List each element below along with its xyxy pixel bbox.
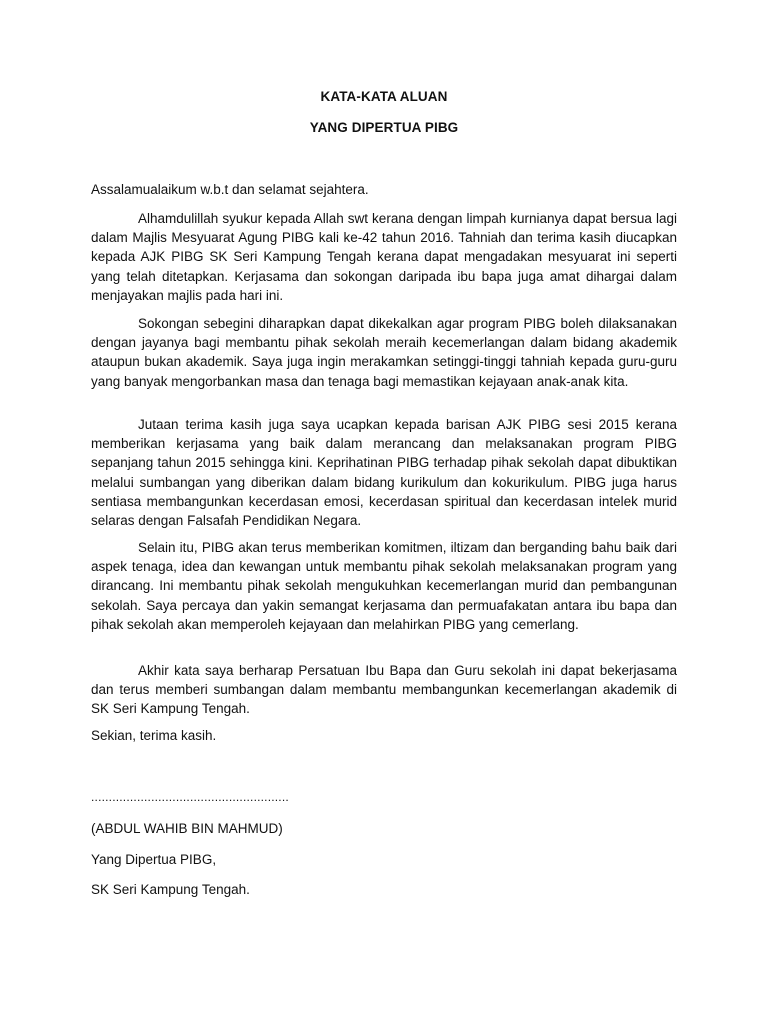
paragraph-support: Sokongan sebegini diharapkan dapat dikekalkan agar program PIBG boleh dilaksanakan dengan jayanya bagi membantu pihak sekolah meraih kecemerlangan dalam bidang akademik ataupun bukan akademik. Saya juga ingin merakamkan setinggi-tinggi tahniah kepada guru-guru yang banyak mengorbankan masa dan tenaga bagi memastikan kejayaan anak-anak kita. bbox=[91, 316, 677, 389]
closing-line: Sekian, terima kasih. bbox=[91, 728, 217, 743]
paragraph-opening-thanks: Alhamdulillah syukur kepada Allah swt kerana dengan limpah kurnianya dapat bersua lagi dalam Majlis Mesyuarat Agung PIBG kali ke-42 tahun 2016. Tahniah dan terima kasih diucapkan kepada AJK PIBG SK Seri Kampung Tengah kerana dapat mengadakan mesyuarat ini seperti yang telah ditetapkan. Kerjasama dan sokongan daripada ibu bapa juga amat dihargai dalam menjayakan majlis pada hari ini. bbox=[91, 211, 677, 303]
document-subtitle: YANG DIPERTUA PIBG bbox=[309, 120, 459, 135]
greeting: Assalamualaikum w.b.t dan selamat sejahtera. bbox=[91, 182, 369, 197]
paragraph-commitment: Selain itu, PIBG akan terus memberikan komitmen, iltizam dan berganding bahu baik dari aspek tenaga, idea dan kewangan untuk membantu pihak sekolah melaksanakan program yang dirancang. Ini membantu pihak sekolah mengukuhkan kecemerlangan murid dan pembangunan sekolah. Saya percaya dan yakin semangat kerjasama dan permuafakatan antara ibu bapa dan pihak sekolah akan memperoleh kejayaan dan melahirkan PIBG yang cemerlang. bbox=[91, 540, 677, 632]
document-title: KATA-KATA ALUAN bbox=[320, 89, 448, 104]
signatory-name: (ABDUL WAHIB BIN MAHMUD) bbox=[91, 821, 283, 836]
paragraph-appreciation: Jutaan terima kasih juga saya ucapkan kepada barisan AJK PIBG sesi 2015 kerana memberikan kerjasama yang baik dalam merancang dan melaksanakan program PIBG sepanjang tahun 2015 sehingga kini. Keprihatinan PIBG terhadap pihak sekolah dapat dibuktikan melalui sumbangan yang diberikan dalam bidang kurikulum dan kokurikulum. PIBG juga harus sentiasa membangunkan kecerdasan emosi, kecerdasan spiritual dan kecerdasan intelek murid selaras dengan Falsafah Pendidikan Negara. bbox=[91, 417, 677, 529]
signatory-position: Yang Dipertua PIBG, bbox=[91, 852, 217, 867]
paragraph-conclusion: Akhir kata saya berharap Persatuan Ibu Bapa dan Guru sekolah ini dapat bekerjasama dan terus memberi sumbangan dalam membantu membangunkan kecemerlangan akademik di SK Seri Kampung Tengah. bbox=[91, 663, 677, 717]
signatory-school: SK Seri Kampung Tengah. bbox=[91, 882, 250, 897]
signature-line: ........................................................ bbox=[91, 790, 289, 804]
